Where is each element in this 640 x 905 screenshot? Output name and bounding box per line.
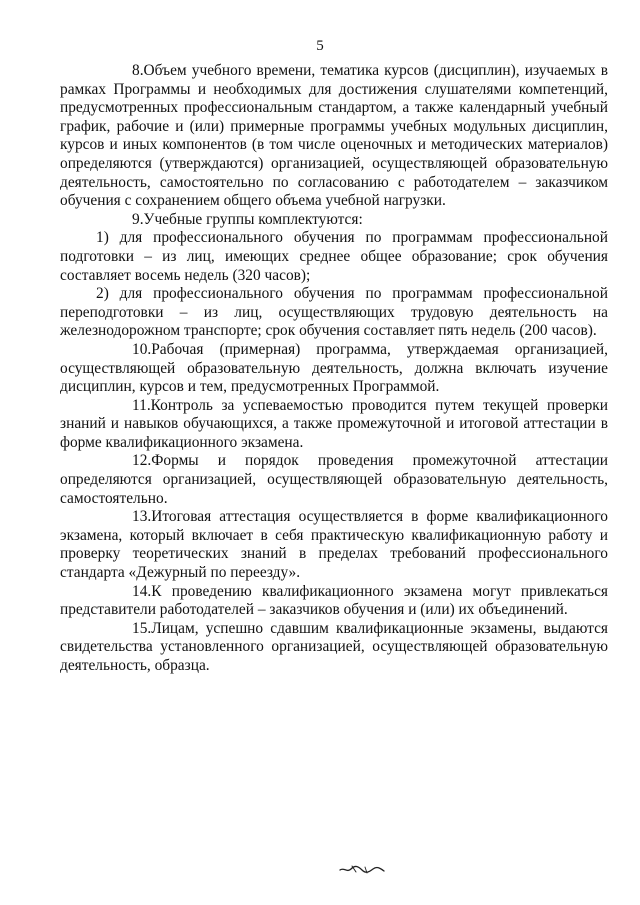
signature-mark (338, 858, 386, 878)
paragraph-9-item-1 (60, 229, 608, 285)
paragraph-9-item-2 (60, 285, 608, 341)
paragraph-8 (60, 62, 608, 211)
paragraph-15 (60, 620, 608, 676)
paragraph-11 (60, 397, 608, 453)
paragraph-12 (60, 452, 608, 508)
paragraph-number: 14. (132, 582, 152, 600)
paragraph-number: 15. (132, 619, 152, 637)
paragraph-number: 8. (132, 62, 144, 79)
paragraph-text: 2) для профессионального обучения по программам профессиональной переподготовки – из лиц, осуществляющих трудовую деятельность на железнодорожном транспорте; срок обучения составляет пять недель (200 часов). (60, 285, 608, 340)
paragraph-10 (60, 341, 608, 397)
paragraph-13 (60, 508, 608, 582)
paragraph-text: Учебные группы комплектуются: (143, 210, 363, 228)
paragraph-number: 10. (132, 340, 152, 358)
paragraph-number: 9. (132, 210, 144, 228)
paragraph-number: 13. (132, 508, 152, 526)
paragraph-text: Итоговая аттестация осуществляется в форме квалификационного экзамена, который включает в себя практическую квалификационную работу и проверку теоретических знаний в пределах требований профессионального стандарта «Дежурный по переезду». (60, 508, 608, 582)
document-body (60, 62, 608, 676)
paragraph-text: К проведению квалификационного экзамена могут привлекаться представители работодателей – заказчиков обучения и (или) их объединений. (60, 582, 608, 619)
paragraph-14 (60, 583, 608, 620)
page-number: 5 (316, 38, 324, 54)
paragraph-number: 12. (132, 452, 152, 470)
paragraph-text: Лицам, успешно сдавшим квалификационные экзамены, выдаются свидетельства установленного организацией, осуществляющей образовательную деятельность, образца. (60, 619, 608, 674)
paragraph-text: 1) для профессионального обучения по программам профессиональной подготовки – из лиц, имеющих среднее общее образование; срок обучения составляет восемь недель (320 часов); (60, 229, 608, 284)
paragraph-9 (60, 211, 608, 230)
paragraph-text: Объем учебного времени, тематика курсов (дисциплин), изучаемых в рамках Программы и необходимых для достижения слушателями компетенций, предусмотренных профессиональным стандартом, а также календарный учебный график, рабочие и (или) примерные программы учебных модульных дисциплин, курсов и иных компонентов (в том числе оценочных и методических материалов) определяются (утверждаются) организацией, осуществляющей образовательную деятельность, самостоятельно по согласованию с работодателем – заказчиком обучения с сохранением общего объема учебной нагрузки. (60, 62, 608, 210)
paragraph-text: Рабочая (примерная) программа, утверждаемая организацией, осуществляющей образовательную деятельность, должна включать изучение дисциплин, курсов и тем, предусмотренных Программой. (60, 340, 608, 396)
paragraph-number: 11. (132, 396, 151, 414)
paragraph-text: Формы и порядок проведения промежуточной аттестации определяются организацией, осуществляющей образовательную деятельность, самостоятельно. (60, 452, 608, 507)
paragraph-text: Контроль за успеваемостью проводится путем текущей проверки знаний и навыков обучающихся, а также промежуточной и итоговой аттестации в форме квалификационного экзамена. (60, 396, 608, 451)
